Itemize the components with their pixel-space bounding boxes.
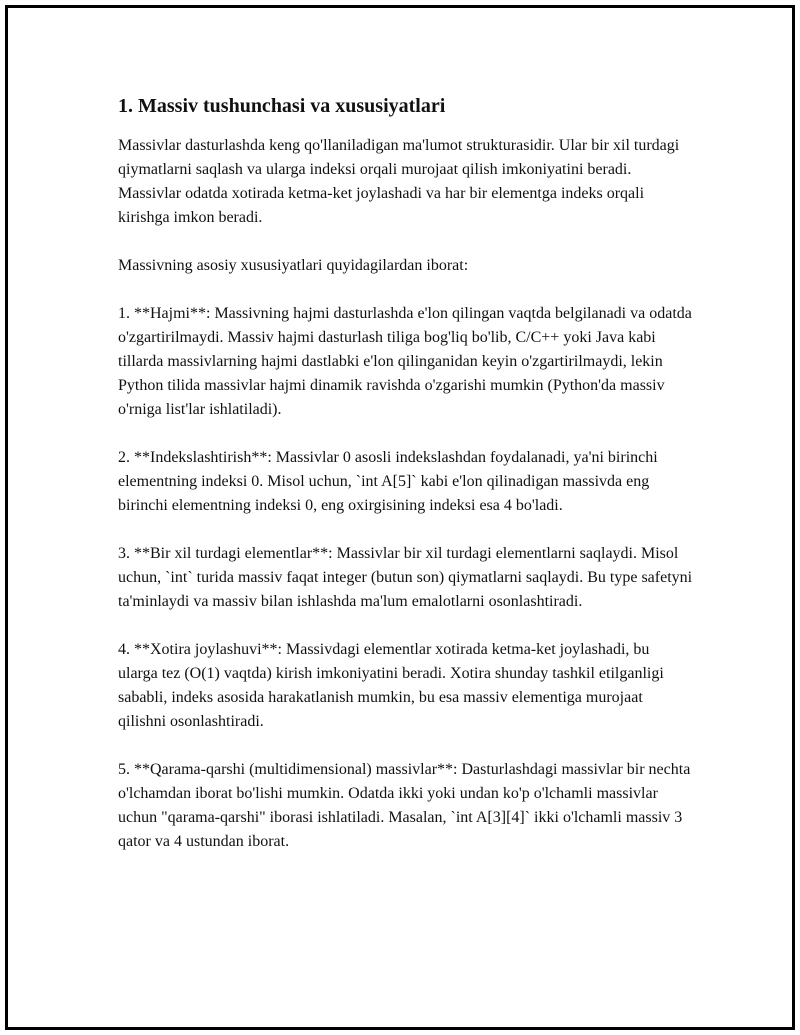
paragraph-intro: Massivlar dasturlashda keng qo'llaniladigan ma'lumot strukturasidir. Ular bir xil turdagi qiymatlarni saqlash va ularga indeksi orqali murojaat qilish imkoniyatini beradi. Massivlar odatda xotirada ketma-ket joylashadi va har bir elementga indeks orqali kirishga imkon beradi. xyxy=(118,137,680,226)
paragraph-properties-lead: Massivning asosiy xususiyatlari quyidagilardan iborat: xyxy=(118,257,469,274)
list-item-indexing: 2. **Indekslashtirish**: Massivlar 0 asosli indekslashdan foydalanadi, ya'ni birinchi elementning indeksi 0. Misol uchun, `int A[5]` kabi e'lon qilinadigan massivda eng birinchi elementning indeksi 0, eng oxirgisining indeksi esa 4 bo'ladi. xyxy=(118,449,658,514)
list-item-multidimensional: 5. **Qarama-qarshi (multidimensional) massivlar**: Dasturlashdagi massivlar bir nechta o'lchamdan iborat bo'lishi mumkin. Odatda ikki yoki undan ko'p o'lchamli massivlar uchun "qarama-qarshi" iborasi ishlatiladi. Masalan, `int A[3][4]` ikki o'lchamli massiv 3 qator va 4 ustundan iborat. xyxy=(118,761,691,850)
list-item-same-type: 3. **Bir xil turdagi elementlar**: Massivlar bir xil turdagi elementlarni saqlaydi. Misol uchun, `int` turida massiv faqat integer (butun son) qiymatlarni saqlaydi. Bu type safetyni ta'minlaydi va massiv bilan ishlashda ma'lum emalotlarni osonlashtiradi. xyxy=(118,545,693,610)
list-item-memory-layout: 4. **Xotira joylashuvi**: Massivdagi elementlar xotirada ketma-ket joylashadi, bu ularga tez (O(1) vaqtda) kirish imkoniyatini beradi. Xotira shunday tashkil etilganligi sababli, indeks asosida harakatlanish mumkin, bu esa massiv elementiga murojaat qilishni osonlashtiradi. xyxy=(118,641,664,730)
document-body xyxy=(118,92,693,878)
list-item-size: 1. **Hajmi**: Massivning hajmi dasturlashda e'lon qilingan vaqtda belgilanadi va odatda o'zgartirilmaydi. Massiv hajmi dasturlash tiliga bog'liq bo'lib, C/C++ yoki Java kabi tillarda massivlarning hajmi dastlabki e'lon qilinganidan keyin o'zgartirilmaydi, lekin Python tilida massivlar hajmi dinamik ravishda o'zgarishi mumkin (Python'da massiv o'rniga list'lar ishlatiladi). xyxy=(118,305,692,418)
page-title: 1. Massiv tushunchasi va xususiyatlari xyxy=(118,95,446,117)
